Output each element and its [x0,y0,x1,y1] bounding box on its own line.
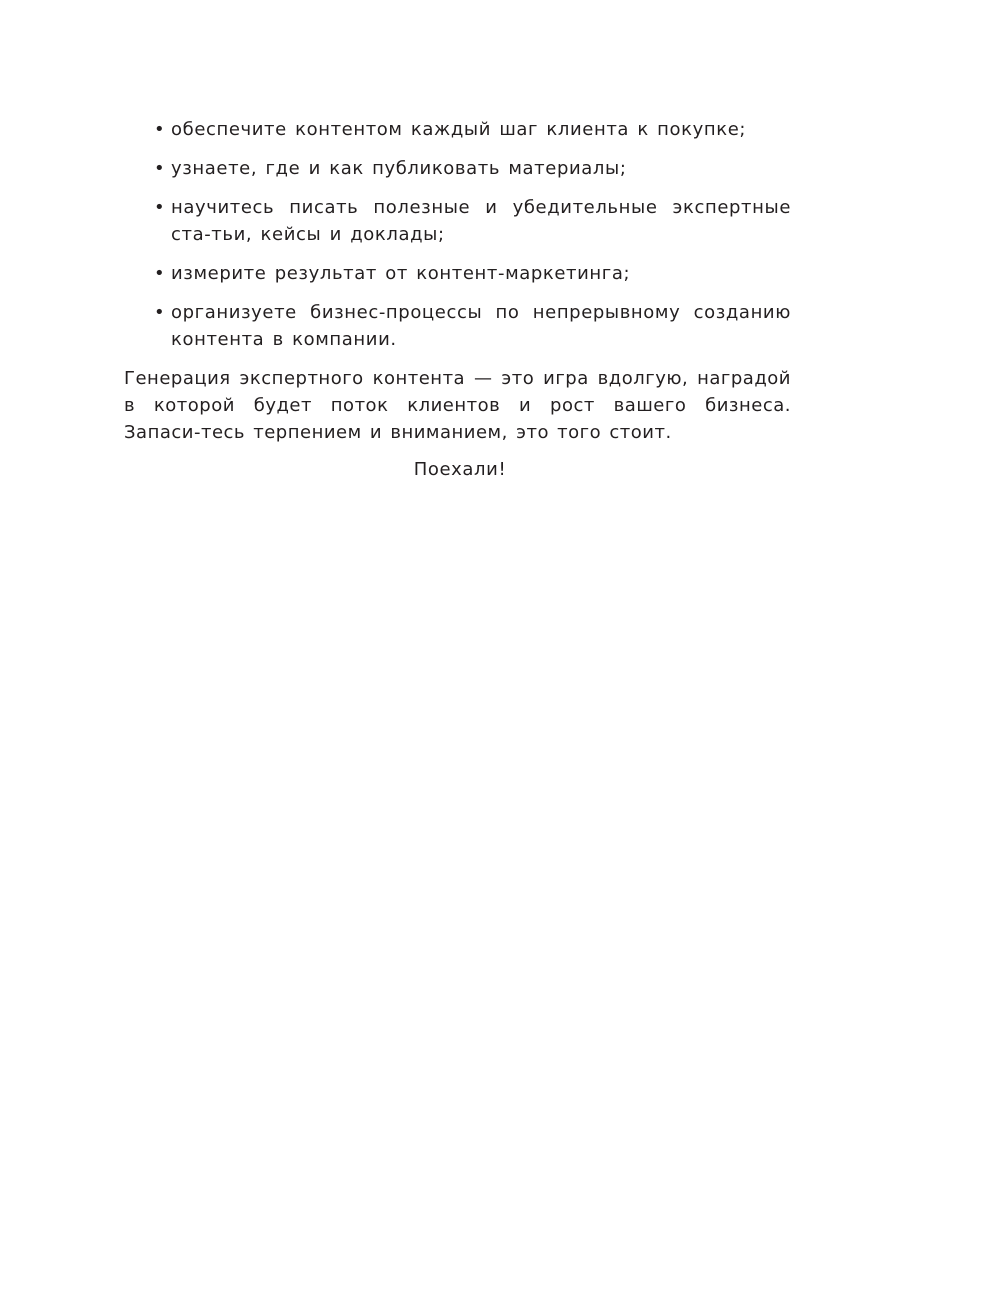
closing-paragraph: Генерация экспертного контента — это игра вдолгую, наградой в которой будет поток клиентов и рост вашего бизнеса. Запаси-тесь терпением и вниманием, это того стоит. [124,368,791,443]
list-item: • организуете бизнес-процессы по непрерывному созданию контента в компании. [124,299,791,353]
list-item: • обеспечите контентом каждый шаг клиента к покупке; [124,116,791,143]
list-item: • научитесь писать полезные и убедительные экспертные ста-тьи, кейсы и доклады; [124,194,791,248]
benefits-list [124,116,791,353]
signoff-text: Поехали! [413,459,507,480]
document-page [124,116,791,483]
list-item: • узнаете, где и как публиковать материалы; [124,155,791,182]
list-item: • измерите результат от контент-маркетинга; [124,260,791,287]
